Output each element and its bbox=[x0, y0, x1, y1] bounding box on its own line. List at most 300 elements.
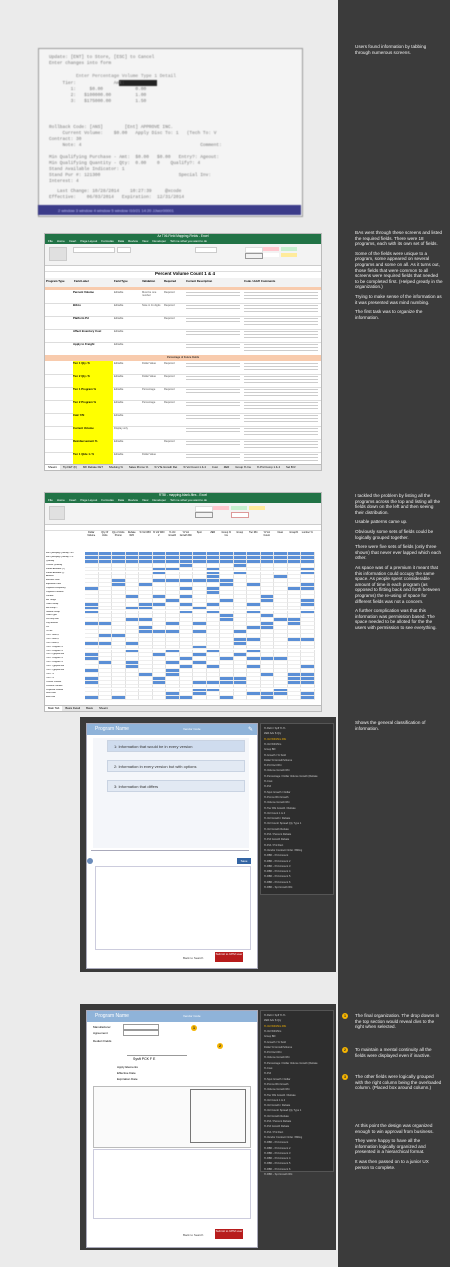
field-row-label: Tier 1 Program % bbox=[46, 657, 64, 660]
field-description bbox=[186, 292, 240, 297]
field-comments bbox=[244, 454, 318, 462]
list-item[interactable]: % RBK - Prd Amount 4 bbox=[264, 870, 291, 874]
list-item[interactable]: % Vol Count 1 & 4 bbox=[264, 811, 286, 815]
matrix-cell bbox=[153, 696, 167, 700]
list-item[interactable]: % RBK - Prd Amount 3 bbox=[264, 1151, 291, 1155]
sheet-tab[interactable]: % Prd Comp 1 & 4 bbox=[256, 465, 281, 469]
info-row-every-version: 1: Information that would be in every version bbox=[107, 740, 245, 752]
divider bbox=[127, 1055, 187, 1056]
list-item[interactable]: % RBK - Prd Amount 4 bbox=[264, 1157, 291, 1161]
note-text: The other fields were logically grouped with the right column being the overloaded column. (Placed box around column.) bbox=[355, 1074, 442, 1091]
field-row-label: Pct bbox=[46, 626, 50, 629]
field-row-label: Tier 2 % bbox=[46, 676, 55, 679]
ribbon-tab[interactable]: Developer bbox=[152, 239, 167, 243]
list-item[interactable]: % Prd Growth Rebate bbox=[264, 838, 290, 842]
font-size-box[interactable] bbox=[117, 247, 131, 253]
field-required: Required bbox=[164, 362, 175, 365]
ribbon-tab[interactable]: Data bbox=[117, 239, 125, 243]
excel-ribbon bbox=[45, 244, 321, 266]
matrix-cell bbox=[247, 696, 261, 700]
list-item[interactable]: ZER Adv $ Qty bbox=[264, 732, 282, 736]
list-item[interactable]: % Promo Rbt Growth bbox=[264, 795, 289, 799]
field-description bbox=[186, 331, 240, 336]
agreement-dropdown[interactable] bbox=[123, 1030, 159, 1036]
field-row-label: Growth Group bbox=[46, 610, 60, 613]
terminal-line: Effective: 06/03/2014 Expiration: 12/31/2014 bbox=[49, 195, 185, 200]
note-text: Users found information by tabbing through numerous screens. bbox=[355, 44, 427, 55]
field-label: Percent Volume bbox=[73, 290, 94, 294]
ribbon-tab[interactable]: Developer bbox=[152, 498, 167, 502]
terminal-status-text: 2 window 3 window 4 window 5 window I10/21 14:20 JJwcr00001 bbox=[58, 208, 174, 213]
terminal-line: Min Qualifying Purchase - Amt: $0.00 $0.00 Entry?: Ageout: bbox=[49, 155, 220, 160]
sheet-tab[interactable]: % Vol Count 1 & 4 bbox=[183, 465, 206, 469]
list-item[interactable]: % Prd / Percent Rebate bbox=[264, 1120, 292, 1123]
submit-button[interactable]: Submit to UPM user bbox=[215, 1229, 243, 1239]
list-item[interactable]: % RBK - Prd Amount 5 bbox=[264, 1162, 291, 1166]
list-item[interactable]: % RBK - Prd Amount 3 bbox=[264, 864, 291, 868]
field-required: Required bbox=[164, 304, 175, 307]
field-row-label: Tier 2 Qty/prdr Rbt bbox=[46, 669, 65, 671]
list-item[interactable]: % Vol Count 1 & 4 bbox=[264, 1098, 286, 1102]
field-description bbox=[186, 402, 240, 407]
sheet-tab[interactable]: Cust bbox=[211, 465, 218, 469]
note-classification bbox=[355, 720, 443, 735]
field-row-label: Previous Volume bbox=[46, 684, 63, 687]
list-item[interactable]: % Percentage / Dollar Volume Growth (Rebate bbox=[264, 774, 318, 778]
field-row-label: Tier 2 Program % bbox=[46, 649, 64, 652]
field-row-label: Bill Yrtage bbox=[46, 598, 56, 601]
program-header: Spot bbox=[196, 531, 202, 534]
field-row-label: Funds Available (+) bbox=[46, 567, 65, 570]
sheet-tabs bbox=[45, 705, 321, 711]
save-button[interactable]: Save bbox=[237, 858, 251, 864]
list-item[interactable]: % RBK - Spt Growth Rbt bbox=[264, 1173, 293, 1176]
submit-button[interactable]: Submit to UPM user bbox=[215, 952, 243, 962]
list-item[interactable]: % RBK - Prd Amount bbox=[264, 1141, 289, 1145]
list-item[interactable]: % Vol Count/ Spread Qty Type 1 bbox=[264, 1109, 302, 1113]
list-item[interactable]: % Volume Growth Rbt bbox=[264, 801, 290, 805]
style-good[interactable] bbox=[281, 247, 297, 251]
ribbon-tab[interactable]: Insert bbox=[68, 239, 77, 243]
field-row-label: Current Volume bbox=[46, 680, 62, 683]
terminal-line: Update: [ENT] to Store, [ESC] to Cancel bbox=[49, 55, 155, 60]
effective-date-label: Effective Date bbox=[117, 1071, 136, 1075]
field-row-label: End Date bbox=[46, 696, 56, 699]
list-item[interactable]: % Volume Growth Rbt bbox=[264, 769, 290, 773]
field-row-label: Payment Duration bbox=[46, 591, 64, 593]
field-validation: Percentage bbox=[142, 388, 156, 391]
matrix-cell bbox=[220, 696, 234, 700]
list-item[interactable]: % Volume Growth Rbt bbox=[264, 1056, 290, 1060]
program-header: Group % Ins bbox=[221, 531, 231, 537]
matrix-cell bbox=[126, 696, 140, 700]
sheet-tab[interactable]: Basis bbox=[86, 706, 93, 710]
list-item[interactable]: Dollar % Growth/Volume bbox=[264, 1045, 293, 1049]
field-validation: Note in 11 digits bbox=[142, 304, 161, 307]
matrix-cell bbox=[301, 696, 315, 700]
table-row bbox=[45, 400, 321, 414]
list-item[interactable]: % Prd bbox=[264, 1072, 272, 1076]
field-label: Tier 2 Qty / $ bbox=[73, 374, 113, 387]
field-type: Editable bbox=[114, 401, 124, 404]
field-description bbox=[186, 389, 240, 394]
field-type: Editable bbox=[114, 362, 124, 365]
paste-icon[interactable] bbox=[49, 247, 67, 261]
field-row-label: Effective Date bbox=[46, 579, 60, 582]
ribbon-tab[interactable]: File bbox=[48, 498, 53, 502]
info-row-differs: 3: Information that differs bbox=[107, 780, 245, 792]
list-item[interactable]: % RBK - Prd Amount 2 bbox=[264, 1146, 291, 1150]
field-row-label: Tier 1 Program % bbox=[46, 645, 64, 648]
note-bas bbox=[355, 230, 443, 324]
ribbon-tab[interactable]: View bbox=[141, 239, 149, 243]
list-item[interactable]: % Vol WIO/Nrs bbox=[264, 1029, 282, 1033]
terminal-line: Note: 4 Comment: bbox=[49, 143, 222, 148]
list-item[interactable]: % Cost bbox=[264, 780, 273, 783]
matrix-cell bbox=[180, 696, 194, 700]
terminal-line: 3: $175000.00 1.50 bbox=[49, 99, 147, 104]
list-item[interactable]: % Rebt / Spff % % bbox=[264, 1014, 286, 1017]
field-row-label: Tier 2 Start $ bbox=[46, 637, 59, 640]
number-format-box[interactable] bbox=[195, 247, 217, 253]
field-type: Editable bbox=[114, 317, 124, 320]
excel-titlebar: RTBI - mapping-blank-files - Excel bbox=[45, 493, 321, 498]
field-comments bbox=[244, 305, 318, 313]
font-name-box[interactable] bbox=[73, 247, 115, 253]
sheet-tab[interactable]: Mfr Rebate FET bbox=[83, 465, 103, 469]
style-check[interactable] bbox=[195, 512, 213, 518]
list-item[interactable]: % RBK - Spt Growth Rbt bbox=[264, 886, 293, 889]
note-text: Usable patterns came up. bbox=[355, 519, 408, 525]
program-header: Qty of Units Promo bbox=[112, 531, 125, 537]
field-row-label: Min Qualifying Quantity - Pu bbox=[46, 555, 74, 558]
matrix-cell bbox=[99, 696, 113, 700]
ribbon-tab[interactable]: Tell me what you want to do bbox=[170, 498, 208, 502]
excel-ribbon bbox=[45, 503, 321, 525]
program-name: Program Name bbox=[95, 726, 129, 732]
list-item[interactable]: % Prd / Prd Dsct bbox=[264, 843, 284, 847]
ribbon-tab[interactable]: Data bbox=[117, 498, 125, 502]
style-neutral[interactable] bbox=[281, 253, 297, 257]
column-header: Field Type bbox=[114, 279, 128, 283]
field-type: Editable bbox=[114, 330, 124, 333]
field-label: Tier 1 Qty / $ bbox=[73, 361, 113, 374]
note-text: It was then passed on to a junior UX person to complete. bbox=[355, 1158, 429, 1170]
matrix-cell bbox=[193, 696, 207, 700]
list-item[interactable]: % Volume Growth Rbt bbox=[264, 1088, 290, 1092]
terminal-line: 1: $0.00 0.00 bbox=[49, 87, 147, 92]
field-validation: Dollar Value bbox=[142, 362, 156, 365]
field-comments bbox=[244, 415, 318, 423]
comment-box[interactable] bbox=[95, 866, 251, 950]
list-item[interactable]: % Vendor Contract Order / Billing bbox=[264, 1135, 303, 1139]
column-header: Current Description bbox=[186, 279, 213, 283]
field-row-label: Tier 1 Start $ bbox=[46, 633, 59, 636]
field-required: Required bbox=[164, 401, 175, 404]
ribbon-tab[interactable]: View bbox=[141, 498, 149, 502]
style-bad[interactable] bbox=[263, 247, 279, 251]
field-comments bbox=[244, 441, 318, 449]
field-comments bbox=[244, 292, 318, 300]
style-bad[interactable] bbox=[213, 506, 229, 510]
vendor-code: Vendor Code bbox=[183, 1014, 201, 1018]
list-item[interactable]: % RBK - Prd Amount 2 bbox=[264, 859, 291, 863]
terminal-line: 2: $100000.00 1.00 bbox=[49, 93, 147, 98]
field-type: Editable bbox=[114, 304, 124, 307]
list-item[interactable]: % RBK - Prd Amount 6 bbox=[264, 880, 291, 884]
sheet-tab[interactable]: Sheet1 bbox=[45, 465, 60, 470]
field-comments bbox=[244, 331, 318, 339]
style-neutral[interactable] bbox=[249, 506, 265, 510]
field-row-label: Current Quantity bbox=[46, 563, 63, 566]
sheet-tab[interactable]: Main Tab bbox=[45, 706, 62, 711]
table-row bbox=[45, 439, 321, 453]
program-header: % Vol Growth bbox=[168, 531, 177, 537]
program-header: ZER bbox=[210, 531, 216, 534]
list-item[interactable]: % Vendor Contract Order / Billing bbox=[264, 848, 303, 852]
terminal-line: Contract: 30 bbox=[49, 137, 82, 142]
note-number-badge: 3 bbox=[343, 1074, 347, 1079]
excel-titlebar: Az T06-Field Mapping-Fields - Excel bbox=[45, 234, 321, 239]
column-header: Required bbox=[164, 279, 177, 283]
terminal-line: Current Volume: $0.00 Apply Disc To: 1 (Tech To: V bbox=[49, 131, 217, 136]
terminal-status-bar bbox=[38, 205, 301, 215]
field-type: Editable bbox=[114, 453, 124, 456]
ribbon-tab[interactable]: Formulas bbox=[101, 498, 114, 502]
field-row-label: Tier 1 % bbox=[46, 672, 55, 675]
list-item[interactable]: % Vol WIO/Nrs Rbt bbox=[264, 1024, 287, 1028]
field-label: Reimbursement % bbox=[73, 439, 113, 452]
ribbon-tab[interactable]: Home bbox=[56, 498, 65, 502]
paste-icon[interactable] bbox=[49, 506, 65, 520]
program-header: Rebate W/O bbox=[127, 531, 136, 537]
field-required: Required bbox=[164, 440, 175, 443]
field-validation: Dollar Value bbox=[142, 453, 156, 456]
list-item[interactable]: % Vol WIO/Nrs bbox=[264, 742, 282, 746]
list-item[interactable]: ZER Adv $ Qty bbox=[264, 1019, 282, 1023]
field-comments bbox=[244, 428, 318, 436]
field-row-label: Min Qualifying Quantity - Nu bbox=[46, 552, 74, 554]
field-row-label: Pay Method bbox=[46, 622, 58, 625]
field-required: Required bbox=[164, 375, 175, 378]
list-item[interactable]: % Pct Dsct Rbt bbox=[264, 764, 282, 768]
field-description bbox=[186, 363, 240, 368]
panel-header bbox=[87, 1011, 257, 1022]
style-good[interactable] bbox=[231, 506, 247, 510]
field-row-label: Periods bbox=[46, 594, 54, 597]
ribbon-tab[interactable]: Home bbox=[56, 239, 65, 243]
field-comments bbox=[244, 318, 318, 326]
terminal-line: Tier: Amt: bbox=[49, 81, 125, 86]
ribbon-tab[interactable]: Formulas bbox=[101, 239, 114, 243]
section-heading: Sysft PCK F E bbox=[133, 1057, 156, 1061]
agreement-label: Agreement bbox=[93, 1031, 108, 1035]
note-text: Shows the general classification of information. bbox=[355, 720, 426, 731]
table-row bbox=[45, 361, 321, 375]
apply-elements-label: Apply Elements bbox=[117, 1065, 138, 1069]
ribbon-tab[interactable]: Page Layout bbox=[80, 498, 98, 502]
list-item[interactable]: % Vol Growth / Rebate bbox=[264, 817, 291, 821]
list-item[interactable]: % Percentage / Dollar Volume Growth (Rebate bbox=[264, 1061, 318, 1065]
info-area bbox=[93, 738, 249, 848]
field-description bbox=[186, 305, 240, 310]
ribbon-tab[interactable]: File bbox=[48, 239, 53, 243]
matrix-cell bbox=[274, 696, 288, 700]
sheet-tab[interactable]: Group % Ins bbox=[235, 465, 251, 469]
matrix-cell bbox=[234, 696, 248, 700]
program-list bbox=[260, 723, 334, 895]
field-description bbox=[186, 415, 240, 420]
field-type: Editable bbox=[114, 343, 124, 346]
matrix-cell bbox=[166, 696, 180, 700]
sheet-tab[interactable]: Tip FET (F) bbox=[62, 465, 78, 469]
back-to-search-link[interactable]: Back to Search bbox=[183, 1233, 204, 1237]
list-item[interactable]: % Promo Rbt Growth bbox=[264, 1082, 289, 1086]
note-text: Obviously some sets of fields could be logically grouped together. bbox=[355, 528, 434, 540]
terminal-line: Interest: 4 bbox=[49, 179, 79, 184]
field-validation: Dollar Value bbox=[142, 375, 156, 378]
badge-1: 1 bbox=[192, 1025, 196, 1030]
deduct-label: Deduct Fields bbox=[93, 1039, 112, 1043]
fields-group bbox=[93, 1086, 251, 1148]
list-item[interactable]: % Rebt / Spff % % bbox=[264, 727, 286, 730]
note-text: The final organization. The drop downs in the top section would reveal divs to the right when selected. bbox=[355, 1013, 440, 1030]
field-type: Editable bbox=[114, 388, 124, 391]
style-check[interactable] bbox=[245, 253, 263, 259]
list-item[interactable]: % Prd / Prd Dsct bbox=[264, 1130, 284, 1134]
matrix-cell bbox=[261, 696, 275, 700]
list-item[interactable]: % Prd bbox=[264, 785, 272, 789]
list-item[interactable]: % RBK - Prd Amount 5 bbox=[264, 875, 291, 879]
table-row bbox=[45, 374, 321, 388]
field-description bbox=[186, 376, 240, 381]
excel-field-list bbox=[44, 233, 322, 471]
ribbon-tab[interactable]: Review bbox=[128, 239, 138, 243]
sheet-tab[interactable]: % VTa Growth Ret bbox=[154, 465, 178, 469]
field-row-label: Quantity bbox=[46, 559, 55, 562]
sheet-tab[interactable]: Sheet1 bbox=[98, 706, 108, 710]
program-header: Clear bbox=[277, 531, 284, 534]
list-item[interactable]: % Vol Count/ Spread Qty Type 1 bbox=[264, 822, 302, 826]
field-type: Editable bbox=[114, 291, 124, 294]
list-item[interactable]: % Spot Growth / Dollar bbox=[264, 790, 291, 794]
list-item[interactable]: Group Bill bbox=[264, 748, 276, 752]
ribbon-tab[interactable]: Tell me what you want to do bbox=[170, 239, 208, 243]
list-item[interactable]: % Growth / % Sold bbox=[264, 753, 286, 757]
list-item[interactable]: % Tier Rbt Growth / Rebate bbox=[264, 806, 296, 810]
edit-icon[interactable]: ✎ bbox=[247, 727, 253, 733]
note-text: The first task was to organize the information. bbox=[355, 309, 423, 320]
sheet-tab[interactable]: ZER bbox=[223, 465, 230, 469]
note-final bbox=[355, 1123, 443, 1174]
field-required: Required bbox=[164, 291, 175, 294]
add-icon[interactable] bbox=[87, 858, 93, 864]
table-row bbox=[45, 290, 321, 304]
list-item[interactable]: % Prd / Percent Rebate bbox=[264, 833, 292, 836]
style-explanatory[interactable] bbox=[263, 253, 279, 257]
program-header: Dollar Volume bbox=[87, 531, 96, 537]
list-item[interactable]: % RBK - Prd Amount 6 bbox=[264, 1167, 291, 1171]
matrix-cell bbox=[288, 696, 302, 700]
badge-2: 2 bbox=[218, 1043, 222, 1048]
field-row-label: Bill Group # bbox=[46, 606, 58, 609]
terminal-line: Last Change: 10/28/2014 10:27:39 @xcode bbox=[49, 189, 182, 194]
program-header: % Vol Growth Rbt bbox=[179, 531, 192, 537]
note-text: Some of the fields were unique to a program, some appeared on several programs and some on all. As it turns out, those fields that were common to all screens were required fields that needed to be completed first. (Helped greatly in the organization.) bbox=[355, 250, 443, 290]
overloaded-column-box bbox=[190, 1089, 246, 1143]
list-item[interactable]: % Growth / % Sold bbox=[264, 1040, 286, 1044]
field-row-label: Start Date bbox=[46, 692, 56, 695]
list-item[interactable]: % Vol Growth Rebate bbox=[264, 827, 289, 831]
note-text: I tackled the problem by listing all the programs across the top and listing all the fields down on the left and then seeing their distribution. bbox=[355, 493, 441, 515]
table-row bbox=[45, 329, 321, 343]
list-item[interactable]: % Vol Growth / Rebate bbox=[264, 1104, 291, 1108]
list-item[interactable]: % Vol WIO/Nrs Rbt bbox=[264, 737, 287, 741]
list-item[interactable]: % Prd Growth Rebate bbox=[264, 1125, 290, 1129]
ribbon-tab[interactable]: Page Layout bbox=[80, 239, 98, 243]
back-to-search-link[interactable]: Back to Search bbox=[183, 956, 204, 960]
style-input[interactable] bbox=[231, 512, 249, 518]
field-type: Editable bbox=[114, 414, 124, 417]
program-header: % Vol Count bbox=[263, 531, 270, 537]
list-item[interactable]: % Tier Rbt Growth / Rebate bbox=[264, 1093, 296, 1097]
note-text: They were happy to have all the information logically organized and presented in a hierarchical format. bbox=[355, 1138, 426, 1155]
list-item[interactable]: % RBK - Prd Amount bbox=[264, 854, 289, 858]
program-panel bbox=[86, 723, 258, 969]
list-item[interactable]: Group Bill bbox=[264, 1035, 276, 1039]
matrix-cell bbox=[85, 696, 99, 700]
terminal-line: Min Qualifying Quantity - Qty: 0.00 0 Qualify?: 4 bbox=[49, 161, 201, 166]
list-item[interactable]: % Cost bbox=[264, 1067, 273, 1070]
sheet-tab[interactable]: Sel B R bbox=[286, 465, 296, 469]
field-type: Editable bbox=[114, 375, 124, 378]
field-row-label: Funds Available (-) bbox=[46, 571, 65, 574]
ribbon-tab[interactable]: Review bbox=[128, 498, 138, 502]
list-item[interactable]: % Spot Growth / Dollar bbox=[264, 1077, 291, 1081]
field-row-label: Projected Volume bbox=[46, 688, 64, 691]
vendor-code: Vendor Code bbox=[183, 727, 201, 731]
field-comments bbox=[244, 376, 318, 384]
field-row-label: % Fee bbox=[46, 630, 53, 632]
list-item[interactable]: % Pct Dsct Rbt bbox=[264, 1051, 282, 1055]
field-label: Tier 1 Qtde 1 / $ bbox=[73, 452, 113, 465]
program-header: % Vol WIO 2 bbox=[152, 531, 165, 537]
matrix-cell bbox=[112, 696, 126, 700]
list-item[interactable]: % Vol Growth Rebate bbox=[264, 1114, 289, 1118]
sheet-tab[interactable]: Shelving % bbox=[108, 465, 123, 469]
field-row-label: Tier 3 Start $ bbox=[46, 641, 59, 644]
program-list bbox=[260, 1010, 334, 1176]
list-item[interactable]: Dollar % Growth/Volume bbox=[264, 758, 293, 762]
sheet-tab[interactable]: Sales Promo % bbox=[128, 465, 149, 469]
column-header: Code / Add'l Comments bbox=[244, 279, 276, 283]
sheet-tabs bbox=[45, 464, 321, 470]
field-label: Apply to Freight bbox=[73, 342, 95, 346]
field-validation: Must be one number bbox=[142, 291, 157, 297]
comment-box[interactable] bbox=[93, 1149, 251, 1219]
field-row-label: Pre-Ship Rbt bbox=[46, 618, 59, 621]
sheet-tab[interactable]: Basis Detail bbox=[65, 706, 81, 710]
table-row bbox=[45, 426, 321, 440]
excel-distribution-matrix bbox=[44, 492, 322, 712]
final-organization-mockup bbox=[80, 1004, 336, 1250]
field-row-label: Order Group bbox=[46, 602, 59, 605]
field-row-label: Payment Frequency bbox=[46, 587, 66, 590]
sheet-title: Percent Volume Count 1 & 4 bbox=[155, 271, 215, 276]
terminal-line: Rollback Code: [ANS] [Ent] APPROVE INC. bbox=[49, 125, 174, 130]
ribbon-tab[interactable]: Insert bbox=[68, 498, 77, 502]
program-header: Lumber % bbox=[301, 531, 313, 534]
